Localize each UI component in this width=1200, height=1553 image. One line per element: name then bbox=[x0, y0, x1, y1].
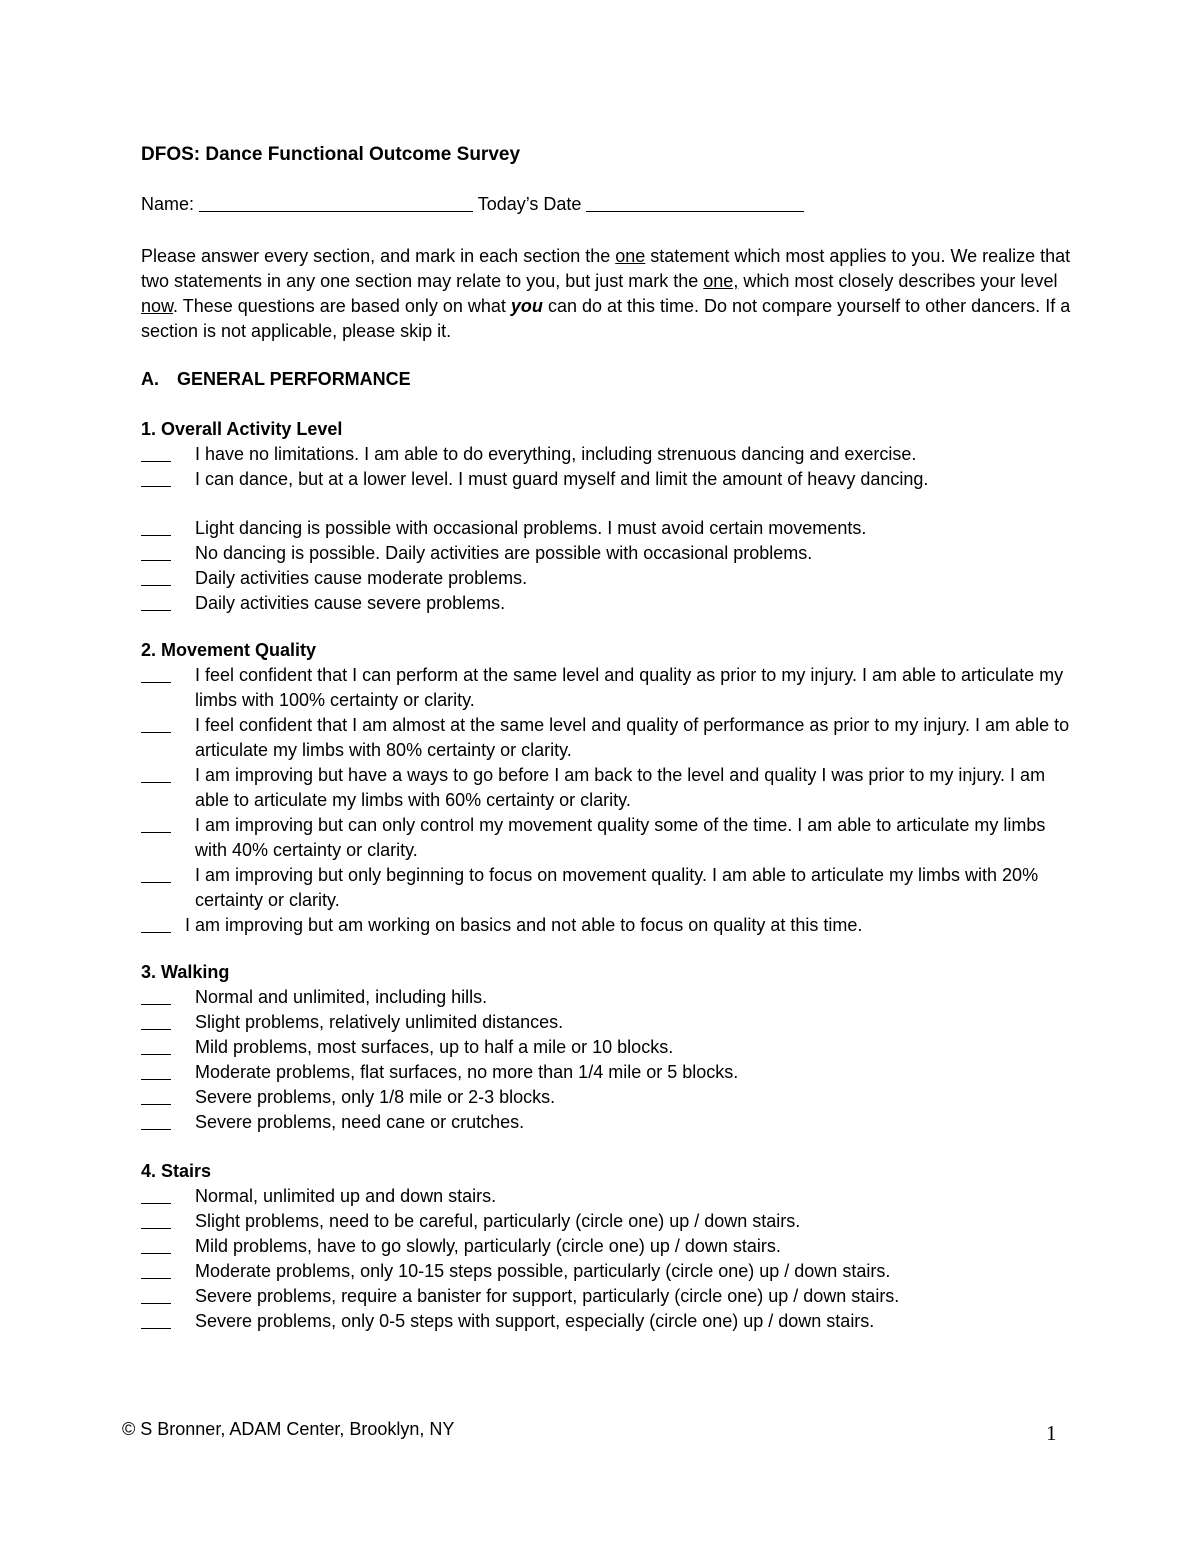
answer-text: Severe problems, require a banister for support, particularly (circle one) up / down stairs. bbox=[195, 1286, 900, 1306]
answer-blank[interactable] bbox=[141, 1079, 171, 1080]
answer-option[interactable] bbox=[141, 1085, 1071, 1110]
name-date-row bbox=[141, 194, 804, 215]
answer-text: Light dancing is possible with occasional problems. I must avoid certain movements. bbox=[195, 518, 867, 538]
answer-text: Slight problems, relatively unlimited distances. bbox=[195, 1012, 564, 1032]
answer-blank[interactable] bbox=[141, 1029, 171, 1030]
answer-option[interactable] bbox=[141, 1209, 1071, 1234]
answer-blank[interactable] bbox=[141, 782, 171, 783]
instructions-text: which most closely describes your level bbox=[738, 271, 1058, 291]
answer-text: Moderate problems, flat surfaces, no more than 1/4 mile or 5 blocks. bbox=[195, 1062, 739, 1082]
answer-option[interactable] bbox=[141, 863, 1071, 913]
answer-blank[interactable] bbox=[141, 1253, 171, 1254]
answer-text: Mild problems, most surfaces, up to half a mile or 10 blocks. bbox=[195, 1037, 674, 1057]
answer-blank[interactable] bbox=[141, 682, 171, 683]
answer-text: I am improving but am working on basics and not able to focus on quality at this time. bbox=[185, 915, 863, 935]
answer-option[interactable] bbox=[141, 516, 1071, 541]
question-overall-activity bbox=[141, 417, 1071, 616]
answer-text: Slight problems, need to be careful, particularly (circle one) up / down stairs. bbox=[195, 1211, 801, 1231]
question-heading: 2. Movement Quality bbox=[141, 640, 317, 660]
copyright-footer: © S Bronner, ADAM Center, Brooklyn, NY bbox=[122, 1419, 455, 1439]
emphasis-one: one bbox=[615, 246, 646, 266]
answer-text: Severe problems, need cane or crutches. bbox=[195, 1112, 525, 1132]
answer-option[interactable] bbox=[141, 1284, 1071, 1309]
answer-text: Severe problems, only 0-5 steps with support, especially (circle one) up / down stairs. bbox=[195, 1311, 875, 1331]
answer-text: I can dance, but at a lower level. I must guard myself and limit the amount of heavy dancing. bbox=[195, 469, 929, 489]
question-heading: 4. Stairs bbox=[141, 1161, 212, 1181]
answer-option[interactable] bbox=[141, 1010, 1071, 1035]
answer-option[interactable] bbox=[141, 442, 1071, 467]
answer-text: I am improving but can only control my movement quality some of the time. I am able to articulate my limbs with 40% certainty or clarity. bbox=[195, 815, 1046, 860]
emphasis-one: one, bbox=[703, 271, 739, 291]
answer-blank[interactable] bbox=[141, 486, 171, 487]
section-title: GENERAL PERFORMANCE bbox=[177, 369, 411, 389]
answer-option[interactable] bbox=[141, 1060, 1071, 1085]
instructions-text: . These questions are based only on what bbox=[173, 296, 511, 316]
answer-blank[interactable] bbox=[141, 832, 171, 833]
answer-blank[interactable] bbox=[141, 535, 171, 536]
answer-blank[interactable] bbox=[141, 461, 171, 462]
answer-text: I feel confident that I can perform at the same level and quality as prior to my injury. I am able to articulate my limbs with 100% certainty or clarity. bbox=[195, 665, 1064, 710]
answer-option[interactable] bbox=[141, 1234, 1071, 1259]
answer-text: No dancing is possible. Daily activities are possible with occasional problems. bbox=[195, 543, 813, 563]
question-stairs bbox=[141, 1159, 1071, 1334]
question-walking bbox=[141, 960, 1071, 1135]
answer-option[interactable] bbox=[141, 813, 1071, 863]
instructions-text: Please answer every section, and mark in each section the bbox=[141, 246, 616, 266]
page-number: 1 bbox=[1046, 1421, 1057, 1445]
answer-option[interactable] bbox=[141, 713, 1071, 763]
answer-blank[interactable] bbox=[141, 560, 171, 561]
answer-option[interactable] bbox=[141, 985, 1071, 1010]
instructions bbox=[141, 244, 1081, 344]
answer-text: Normal, unlimited up and down stairs. bbox=[195, 1186, 497, 1206]
answer-text: Normal and unlimited, including hills. bbox=[195, 987, 488, 1007]
answer-option[interactable] bbox=[141, 1035, 1071, 1060]
answer-text: Daily activities cause severe problems. bbox=[195, 593, 506, 613]
answer-option[interactable] bbox=[141, 541, 1071, 566]
answer-blank[interactable] bbox=[141, 1104, 171, 1105]
question-movement-quality bbox=[141, 638, 1071, 938]
answer-option[interactable] bbox=[141, 1309, 1071, 1334]
answer-option[interactable] bbox=[141, 1184, 1071, 1209]
answer-blank[interactable] bbox=[141, 1203, 171, 1204]
answer-blank[interactable] bbox=[141, 1054, 171, 1055]
answer-text: I am improving but have a ways to go before I am back to the level and quality I was prior to my injury. I am able to articulate my limbs with 60% certainty or clarity. bbox=[195, 765, 1046, 810]
answer-option[interactable] bbox=[141, 763, 1071, 813]
answer-option[interactable] bbox=[141, 566, 1071, 591]
answer-option[interactable] bbox=[141, 591, 1071, 616]
document-title: DFOS: Dance Functional Outcome Survey bbox=[141, 144, 521, 165]
answer-text: Severe problems, only 1/8 mile or 2-3 blocks. bbox=[195, 1087, 556, 1107]
question-heading: 3. Walking bbox=[141, 962, 230, 982]
section-heading bbox=[141, 369, 411, 390]
answer-blank[interactable] bbox=[141, 732, 171, 733]
name-field[interactable] bbox=[199, 195, 473, 212]
answer-blank[interactable] bbox=[141, 1328, 171, 1329]
answer-option[interactable] bbox=[141, 467, 1071, 492]
answer-blank[interactable] bbox=[141, 1129, 171, 1130]
name-label: Name: bbox=[141, 194, 195, 214]
answer-option[interactable] bbox=[141, 663, 1071, 713]
instructions-text: statement which most applies to you. We realize that two statements in any one section may relate to you, but just mark the bbox=[141, 246, 1071, 291]
answer-text: Moderate problems, only 10-15 steps possible, particularly (circle one) up / down stairs. bbox=[195, 1261, 891, 1281]
answer-blank[interactable] bbox=[141, 1228, 171, 1229]
answer-blank[interactable] bbox=[141, 610, 171, 611]
emphasis-you: you bbox=[510, 296, 543, 316]
question-heading: 1. Overall Activity Level bbox=[141, 419, 343, 439]
answer-text: I am improving but only beginning to focus on movement quality. I am able to articulate my limbs with 20% certainty or clarity. bbox=[195, 865, 1039, 910]
section-letter: A. bbox=[141, 369, 159, 389]
answer-text: Daily activities cause moderate problems. bbox=[195, 568, 528, 588]
answer-blank[interactable] bbox=[141, 1278, 171, 1279]
answer-option[interactable] bbox=[141, 1110, 1071, 1135]
answer-blank[interactable] bbox=[141, 1303, 171, 1304]
emphasis-now: now bbox=[141, 296, 174, 316]
answer-option[interactable] bbox=[141, 913, 1071, 938]
spacer bbox=[141, 492, 1071, 516]
answer-text: Mild problems, have to go slowly, particularly (circle one) up / down stairs. bbox=[195, 1236, 781, 1256]
answer-text: I have no limitations. I am able to do everything, including strenuous dancing and exercise. bbox=[195, 444, 917, 464]
answer-blank[interactable] bbox=[141, 932, 171, 933]
date-label: Today’s Date bbox=[477, 194, 582, 214]
answer-blank[interactable] bbox=[141, 1004, 171, 1005]
answer-text: I feel confident that I am almost at the same level and quality of performance as prior to my injury. I am able to articulate my limbs with 80% certainty or clarity. bbox=[195, 715, 1070, 760]
instructions-text: can do at this time. Do not compare yourself to other dancers. If a section is not applicable, please skip it. bbox=[141, 296, 1071, 341]
answer-option[interactable] bbox=[141, 1259, 1071, 1284]
answer-blank[interactable] bbox=[141, 882, 171, 883]
date-field[interactable] bbox=[586, 195, 804, 212]
answer-blank[interactable] bbox=[141, 585, 171, 586]
